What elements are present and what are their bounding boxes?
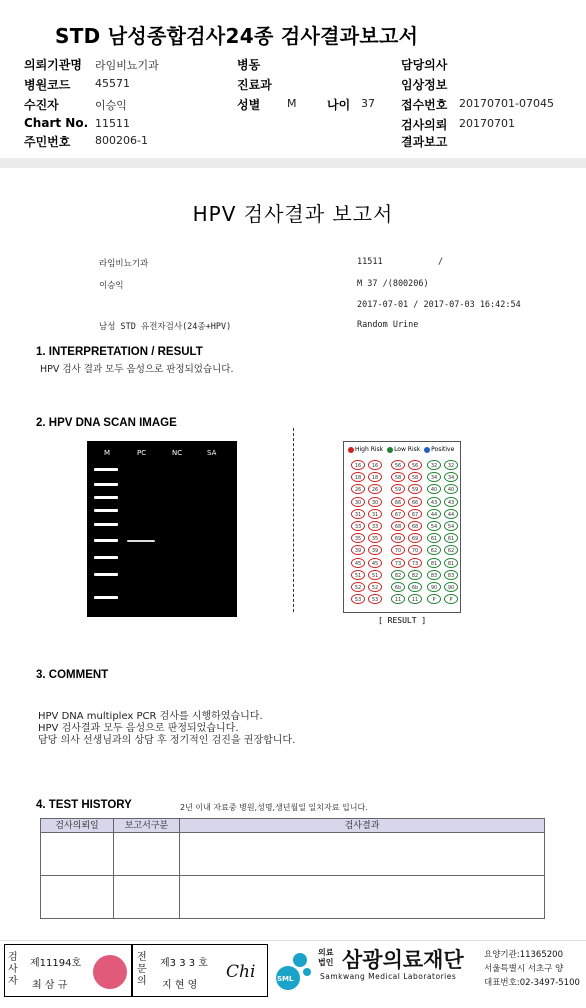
scan-cell: 90 — [444, 582, 458, 592]
report-dates: 2017-07-01 / 2017-07-03 16:42:54 — [357, 300, 521, 310]
scan-cell: 53 — [351, 594, 365, 604]
value-request-date: 20170701 — [459, 117, 515, 130]
scan-cell: 67 — [408, 509, 422, 519]
comment-line: HPV DNA multiplex PCR 검사를 시행하였습니다. — [38, 711, 263, 722]
label-request-date: 검사의뢰 — [401, 118, 448, 132]
scan-cell: 53 — [368, 594, 382, 604]
chart-number: 11511 — [357, 257, 383, 267]
label-sex: 성별 — [237, 98, 261, 112]
scan-cell: 83 — [444, 570, 458, 580]
specimen-type: Random Urine — [357, 320, 419, 330]
history-note: 2년 이내 자료중 병원,성명,생년월일 일치자료 입니다. — [180, 803, 368, 812]
marker-band — [94, 573, 118, 576]
scan-cell: 54 — [444, 521, 458, 531]
scan-cell: 32 — [427, 460, 441, 470]
scan-cell: 35 — [368, 533, 382, 543]
label-hospital-code: 병원코드 — [24, 78, 71, 92]
org-address: 서울특별시 서초구 양 — [484, 964, 564, 974]
scan-cell: 62 — [444, 545, 458, 555]
scan-cell: 69 — [408, 533, 422, 543]
marker-band — [94, 468, 118, 471]
scan-cell: 61 — [444, 533, 458, 543]
scan-cell: 82 — [408, 570, 422, 580]
table-cell — [114, 876, 180, 918]
org-phone: 대표번호:02-3497-5100 — [484, 978, 580, 988]
history-table — [40, 818, 545, 919]
scan-cell: 31 — [368, 509, 382, 519]
interpretation-text: HPV 검사 결과 모두 음성으로 판정되었습니다. — [40, 364, 234, 375]
scan-cell: 61 — [427, 533, 441, 543]
scan-cell: 81 — [427, 558, 441, 568]
examiner-license: 제11194호 — [30, 958, 82, 969]
positive-icon — [424, 447, 430, 453]
report-title: STD 남성종합검사24종 검사결과보고서 — [55, 24, 419, 48]
examiner-seal-icon — [93, 955, 127, 989]
marker-band — [94, 539, 118, 542]
hpv-report-title: HPV 검사결과 보고서 — [192, 202, 394, 226]
scan-cell: 34 — [427, 472, 441, 482]
scan-cell: 30 — [368, 497, 382, 507]
lane-label-m: M — [104, 449, 111, 457]
scan-cell: 40 — [427, 484, 441, 494]
scan-cell: 66 — [391, 497, 405, 507]
scan-cell: 56 — [391, 460, 405, 470]
scan-cell: 81 — [444, 558, 458, 568]
scan-cell: 51 — [368, 570, 382, 580]
value-age: 37 — [361, 97, 375, 110]
marker-band — [94, 596, 118, 599]
logo-text: SML — [277, 975, 294, 983]
col-result: 검사결과 — [180, 819, 544, 833]
label-receipt-no: 접수번호 — [401, 98, 448, 112]
specialist-label: 전문의 — [137, 952, 147, 987]
report-header — [0, 0, 586, 158]
table-cell — [41, 833, 114, 876]
scan-cell: 6b — [391, 582, 405, 592]
value-sex: M — [287, 97, 297, 110]
scan-cell: 11 — [408, 594, 422, 604]
scan-cell: 11 — [391, 594, 405, 604]
label-clinical-info: 임상정보 — [401, 78, 448, 92]
scan-cell: 26 — [368, 484, 382, 494]
scan-cell: 68 — [391, 521, 405, 531]
sex-age: M 37 /(800206) — [357, 279, 429, 289]
scan-cell: 18 — [368, 472, 382, 482]
label-clinic: 의뢰기관명 — [24, 58, 82, 72]
scan-cell: 70 — [391, 545, 405, 555]
result-caption: [ RESULT ] — [378, 616, 427, 625]
legend-low-risk: Low Risk — [394, 446, 421, 453]
scan-cell: 82 — [391, 570, 405, 580]
value-patient: 이승익 — [95, 99, 127, 112]
scan-cell: 40 — [444, 484, 458, 494]
high-risk-icon — [348, 447, 354, 453]
scan-cell: 39 — [368, 545, 382, 555]
scan-cell: 66 — [408, 497, 422, 507]
section-scan-image: 2. HPV DNA SCAN IMAGE — [36, 417, 177, 429]
scan-cell: 67 — [391, 509, 405, 519]
value-chart: 11511 — [95, 117, 130, 130]
scan-cell: 43 — [427, 497, 441, 507]
scan-cell: 45 — [351, 558, 365, 568]
scan-cell: 62 — [427, 545, 441, 555]
org-prefix: 의료 법인 — [318, 948, 334, 967]
scan-cell: 32 — [444, 460, 458, 470]
lane-label-nc: NC — [172, 449, 183, 457]
legend-positive: Positive — [431, 446, 455, 453]
marker-band — [94, 496, 118, 499]
scan-cell: 59 — [391, 484, 405, 494]
scan-cell: 16 — [351, 460, 365, 470]
chart-separator: / — [438, 257, 444, 267]
label-patient: 수진자 — [24, 98, 59, 112]
scan-cell: 39 — [351, 545, 365, 555]
section-comment: 3. COMMENT — [36, 669, 109, 681]
scan-cell: 35 — [351, 533, 365, 543]
marker-band — [94, 523, 118, 526]
marker-band — [94, 509, 118, 512]
section-interpretation: 1. INTERPRETATION / RESULT — [36, 346, 203, 358]
specialist-name: 지 현 영 — [162, 980, 198, 991]
scan-cell: 45 — [368, 558, 382, 568]
scan-cell: 18 — [351, 472, 365, 482]
org-english: Samkwang Medical Laboratories — [320, 972, 457, 981]
scan-cell: 83 — [427, 570, 441, 580]
scan-cell: 73 — [408, 558, 422, 568]
sml-logo-icon — [274, 948, 314, 994]
comment-line: HPV 검사결과 모두 음성으로 판정되었습니다. — [38, 723, 239, 734]
table-cell — [41, 876, 114, 918]
col-report-type: 보고서구분 — [114, 819, 180, 833]
label-resident-no: 주민번호 — [24, 135, 71, 149]
pc-band — [127, 540, 155, 542]
label-chart: Chart No. — [24, 116, 89, 130]
specialist-license: 제3 3 3 호 — [160, 958, 208, 969]
scan-cell: 34 — [444, 472, 458, 482]
value-clinic: 라임비뇨기과 — [95, 59, 159, 72]
label-ward: 병동 — [237, 58, 261, 72]
image-divider — [293, 428, 294, 612]
scan-cell: 73 — [391, 558, 405, 568]
examiner-label: 검사자 — [8, 952, 18, 987]
clinic-name: 라임비뇨기과 — [99, 259, 149, 269]
col-request-date: 검사의뢰일 — [41, 819, 114, 833]
label-department: 진료과 — [237, 78, 272, 92]
divider-band — [0, 158, 586, 168]
comment-line: 담당 의사 선생님과의 상담 후 정기적인 검진을 권장합니다. — [38, 735, 296, 746]
scan-cell: 44 — [427, 509, 441, 519]
scan-cell: 31 — [351, 509, 365, 519]
table-cell — [180, 833, 544, 876]
scan-cell: 43 — [444, 497, 458, 507]
gel-image — [87, 441, 237, 617]
lane-label-sa: SA — [207, 449, 217, 457]
org-code: 요양기관:11365200 — [484, 950, 563, 960]
scan-cell: P — [444, 594, 458, 604]
scan-cell: 59 — [408, 484, 422, 494]
test-name: 남성 STD 유전자검사(24종+HPV) — [99, 322, 232, 332]
scan-cell: 33 — [351, 521, 365, 531]
scan-cell: 16 — [368, 460, 382, 470]
scan-cell: 69 — [391, 533, 405, 543]
scan-cell: 58 — [408, 472, 422, 482]
section-test-history: 4. TEST HISTORY — [36, 799, 132, 811]
scan-cell: 52 — [351, 582, 365, 592]
scan-cell: 6b — [408, 582, 422, 592]
label-age: 나이 — [327, 98, 351, 112]
scan-cell: 90 — [427, 582, 441, 592]
marker-band — [94, 483, 118, 486]
scan-cell: 58 — [391, 472, 405, 482]
value-receipt-no: 20170701-07045 — [459, 97, 554, 110]
scan-legend — [346, 446, 454, 453]
lane-label-pc: PC — [137, 449, 147, 457]
scan-cell: 44 — [444, 509, 458, 519]
org-name: 삼광의료재단 — [342, 948, 464, 972]
scan-cell: 56 — [408, 460, 422, 470]
value-resident-no: 800206-1 — [95, 134, 148, 147]
scan-cell: 30 — [351, 497, 365, 507]
scan-cell: 33 — [368, 521, 382, 531]
scan-cell: 54 — [427, 521, 441, 531]
scan-cell: 51 — [351, 570, 365, 580]
scan-cell: 70 — [408, 545, 422, 555]
scan-cell: 26 — [351, 484, 365, 494]
value-hospital-code: 45571 — [95, 77, 130, 90]
scan-cell: 68 — [408, 521, 422, 531]
signature: Chi — [226, 962, 256, 982]
examiner-name: 최 삼 규 — [32, 980, 68, 991]
label-doctor: 담당의사 — [401, 58, 448, 72]
label-result-report: 결과보고 — [401, 135, 448, 149]
low-risk-icon — [387, 447, 393, 453]
legend-high-risk: High Risk — [355, 446, 384, 453]
scan-cell: P — [427, 594, 441, 604]
scan-cell: 52 — [368, 582, 382, 592]
table-cell — [114, 833, 180, 876]
marker-band — [94, 556, 118, 559]
patient-name: 이승익 — [99, 281, 124, 291]
